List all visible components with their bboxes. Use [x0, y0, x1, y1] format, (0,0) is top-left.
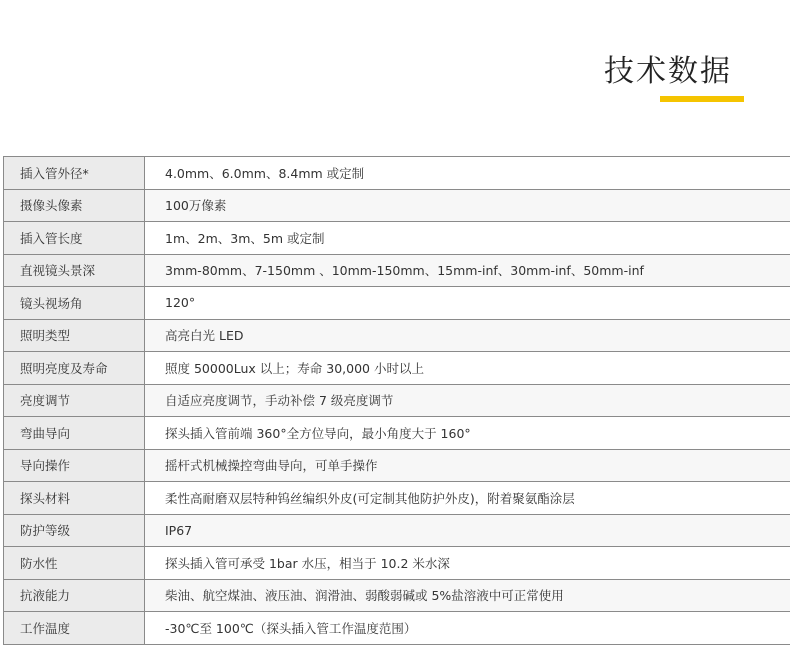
spec-label: 抗液能力	[4, 579, 145, 612]
spec-label: 弯曲导向	[4, 417, 145, 450]
table-row	[4, 547, 790, 580]
table-row	[4, 482, 790, 515]
spec-label: 直视镜头景深	[4, 254, 145, 287]
table-row	[4, 384, 790, 417]
page-title: 技术数据	[604, 54, 732, 89]
spec-table	[3, 156, 790, 645]
spec-label: 工作温度	[4, 612, 145, 645]
spec-label: 亮度调节	[4, 384, 145, 417]
spec-value: 高亮白光 LED	[145, 319, 790, 352]
spec-value: 3mm-80mm、7-150mm 、10mm-150mm、15mm-inf、30mm-inf、50mm-inf	[145, 254, 790, 287]
spec-value: 4.0mm、6.0mm、8.4mm 或定制	[145, 157, 790, 190]
spec-label: 导向操作	[4, 449, 145, 482]
spec-value: IP67	[145, 514, 790, 547]
title-underline	[660, 96, 744, 102]
spec-value: -30℃至 100℃（探头插入管工作温度范围）	[145, 612, 790, 645]
table-row	[4, 319, 790, 352]
table-row	[4, 612, 790, 645]
table-row	[4, 352, 790, 385]
spec-value: 自适应亮度调节，手动补偿 7 级亮度调节	[145, 384, 790, 417]
spec-value: 探头插入管前端 360°全方位导向，最小角度大于 160°	[145, 417, 790, 450]
table-row	[4, 514, 790, 547]
spec-label: 插入管外径*	[4, 157, 145, 190]
spec-value: 100万像素	[145, 189, 790, 222]
table-row	[4, 222, 790, 255]
table-row	[4, 287, 790, 320]
spec-label: 摄像头像素	[4, 189, 145, 222]
table-row	[4, 417, 790, 450]
spec-value: 探头插入管可承受 1bar 水压，相当于 10.2 米水深	[145, 547, 790, 580]
table-row	[4, 579, 790, 612]
spec-value: 柴油、航空煤油、液压油、润滑油、弱酸弱碱或 5%盐溶液中可正常使用	[145, 579, 790, 612]
spec-label: 照明类型	[4, 319, 145, 352]
spec-value: 柔性高耐磨双层特种钨丝编织外皮(可定制其他防护外皮)，附着聚氨酯涂层	[145, 482, 790, 515]
spec-label: 探头材料	[4, 482, 145, 515]
table-row	[4, 157, 790, 190]
spec-value: 照度 50000Lux 以上；寿命 30,000 小时以上	[145, 352, 790, 385]
spec-label: 防护等级	[4, 514, 145, 547]
spec-value: 1m、2m、3m、5m 或定制	[145, 222, 790, 255]
spec-value: 120°	[145, 287, 790, 320]
table-row	[4, 449, 790, 482]
spec-value: 摇杆式机械操控弯曲导向，可单手操作	[145, 449, 790, 482]
spec-label: 插入管长度	[4, 222, 145, 255]
table-row	[4, 254, 790, 287]
spec-label: 照明亮度及寿命	[4, 352, 145, 385]
spec-label: 防水性	[4, 547, 145, 580]
table-row	[4, 189, 790, 222]
spec-label: 镜头视场角	[4, 287, 145, 320]
